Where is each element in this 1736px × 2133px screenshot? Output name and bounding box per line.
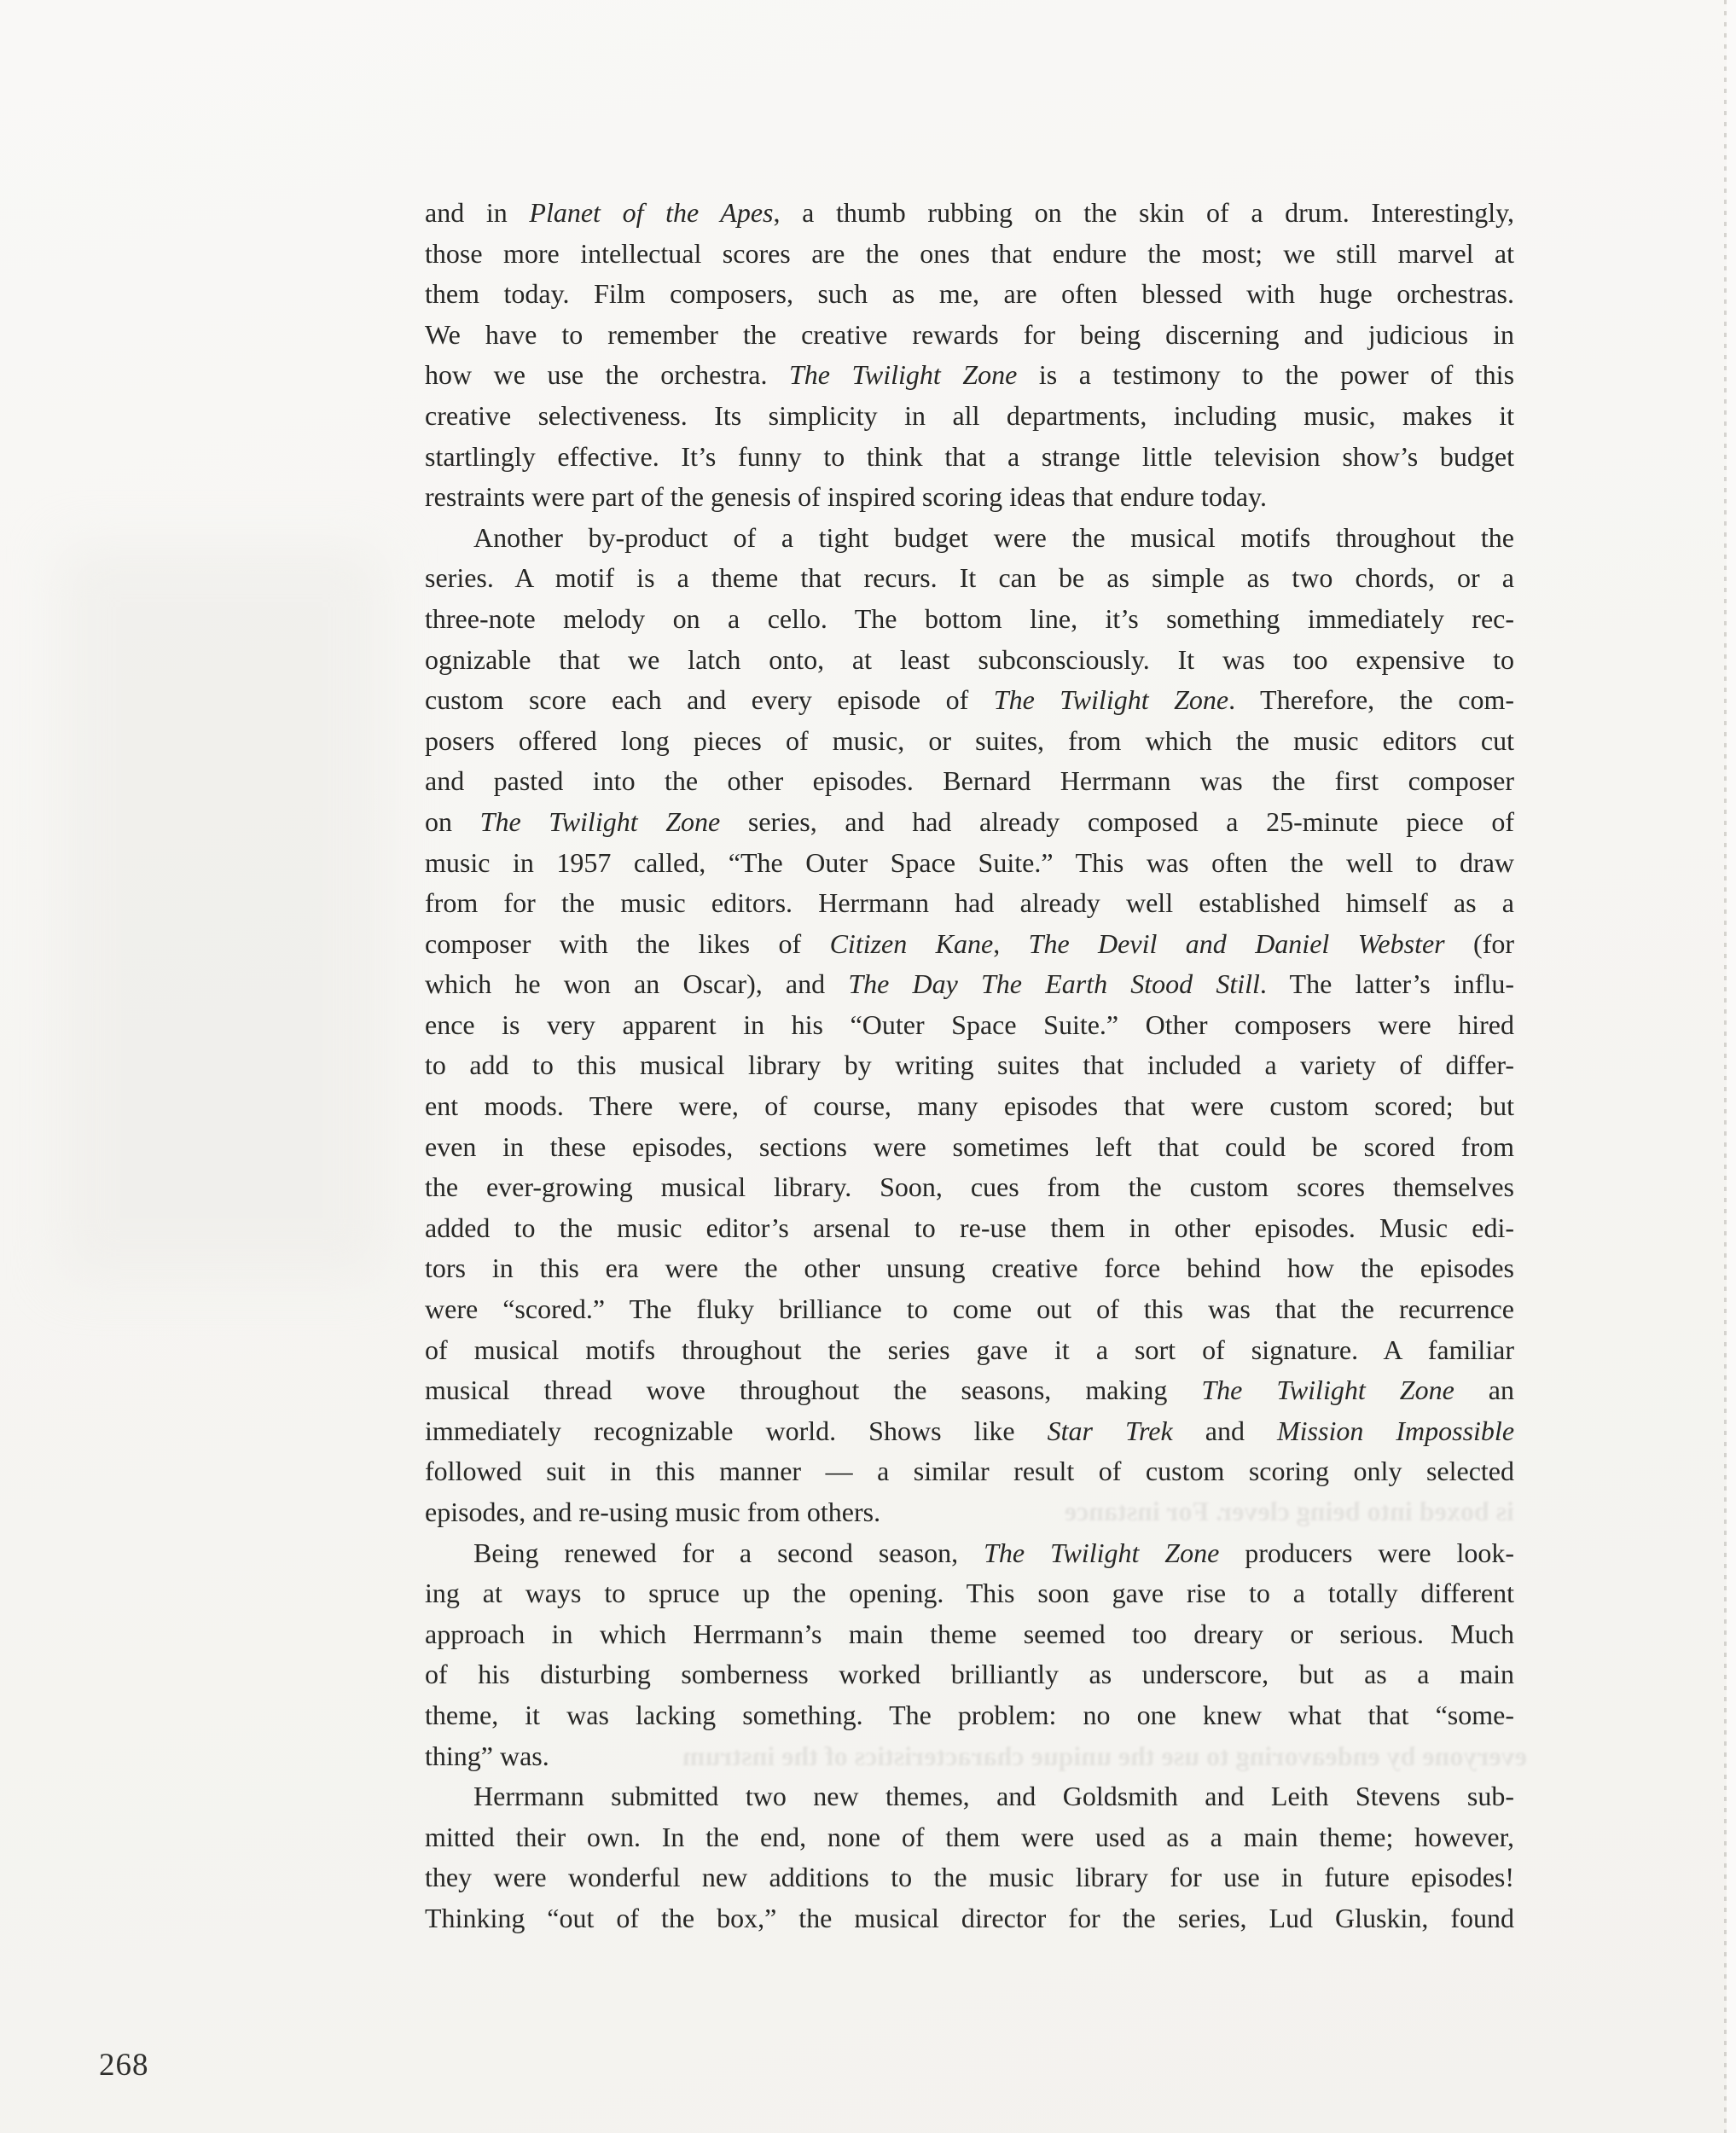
text-line bbox=[425, 1370, 1514, 1411]
body-text: added to the music editor’s arsenal to re-use them in other episodes. Music edi- bbox=[425, 1212, 1514, 1243]
text-line bbox=[425, 274, 1514, 315]
body-text: restraints were part of the genesis of inspired scoring ideas that endure today. bbox=[425, 481, 1267, 513]
italic-title-text: The Twilight Zone bbox=[479, 805, 721, 837]
body-text: mitted their own. In the end, none of them were used as a main theme; however, bbox=[425, 1821, 1514, 1852]
body-text: approach in which Herrmann’s main theme seemed too dreary or serious. Much bbox=[425, 1618, 1514, 1649]
text-line bbox=[425, 1898, 1514, 1939]
text-line bbox=[425, 1005, 1514, 1046]
text-line bbox=[425, 964, 1514, 1005]
text-line bbox=[425, 843, 1514, 884]
body-text: tors in this era were the other unsung creative force behind how the episodes bbox=[425, 1252, 1514, 1284]
text-line bbox=[425, 1776, 1514, 1817]
text-line bbox=[425, 1045, 1514, 1086]
body-text: . Therefore, the com- bbox=[1228, 684, 1515, 716]
body-text: , bbox=[993, 927, 1029, 959]
body-text: Thinking “out of the box,” the musical director for the series, Lud Gluskin, found bbox=[425, 1902, 1514, 1933]
body-text: which he won an Oscar), and bbox=[425, 968, 849, 1000]
text-line bbox=[425, 599, 1514, 640]
text-line bbox=[425, 558, 1514, 599]
text-line bbox=[425, 193, 1514, 234]
text-line bbox=[425, 234, 1514, 275]
text-line bbox=[425, 680, 1514, 721]
text-line bbox=[425, 1411, 1514, 1452]
body-text: is a testimony to the power of this bbox=[1017, 359, 1515, 391]
body-text: composer with the likes of bbox=[425, 927, 830, 959]
scan-background-strip bbox=[1727, 0, 1736, 2133]
text-line bbox=[425, 802, 1514, 843]
text-line bbox=[425, 437, 1514, 478]
body-text: even in these episodes, sections were sometimes left that could be scored from bbox=[425, 1130, 1514, 1162]
body-text: custom score each and every episode of bbox=[425, 684, 994, 716]
body-text: how we use the orchestra. bbox=[425, 359, 789, 391]
body-text: those more intellectual scores are the ones that endure the most; we still marvel at bbox=[425, 237, 1514, 269]
text-line bbox=[425, 1817, 1514, 1858]
body-text: followed suit in this manner — a similar result of custom scoring only selected bbox=[425, 1456, 1514, 1487]
body-text: musical thread wove throughout the seasons, making bbox=[425, 1375, 1202, 1406]
italic-title-text: Star Trek bbox=[1047, 1415, 1173, 1446]
body-text: producers were look- bbox=[1219, 1537, 1515, 1568]
body-text: them today. Film composers, such as me, are often blessed with huge orchestras. bbox=[425, 278, 1514, 310]
body-text: . The latter’s influ- bbox=[1259, 968, 1515, 1000]
text-line bbox=[425, 1857, 1514, 1898]
body-text: ing at ways to spruce up the opening. This soon gave rise to a totally different bbox=[425, 1578, 1514, 1609]
text-line bbox=[425, 640, 1514, 681]
text-line bbox=[425, 518, 1514, 559]
page-edge bbox=[1724, 0, 1727, 2133]
body-text: Another by-product of a tight budget were the musical motifs throughout the bbox=[473, 521, 1514, 553]
text-line bbox=[425, 315, 1514, 356]
body-text: posers offered long pieces of music, or suites, from which the music editors cut bbox=[425, 724, 1514, 756]
show-through-patch bbox=[60, 546, 384, 1280]
text-line bbox=[425, 721, 1514, 762]
body-text: Herrmann submitted two new themes, and Goldsmith and Leith Stevens sub- bbox=[473, 1781, 1514, 1812]
body-text: thing” was. bbox=[425, 1740, 549, 1771]
body-text: creative selectiveness. Its simplicity in all departments, including music, makes it bbox=[425, 399, 1514, 431]
text-line bbox=[425, 1451, 1514, 1492]
text-line bbox=[425, 924, 1514, 965]
text-line bbox=[425, 1614, 1514, 1655]
body-text: of his disturbing somberness worked brilliantly as underscore, but as a main bbox=[425, 1659, 1514, 1690]
show-through-line: everyone by endeavoring to use the unique characteristics of the instrum bbox=[682, 1741, 1527, 1771]
text-line bbox=[425, 1654, 1514, 1695]
text-line bbox=[425, 1086, 1514, 1127]
body-text: ence is very apparent in his “Outer Space Suite.” Other composers were hired bbox=[425, 1008, 1514, 1040]
italic-title-text: The Twilight Zone bbox=[984, 1537, 1220, 1568]
body-text: three-note melody on a cello. The bottom line, it’s something immediately rec- bbox=[425, 602, 1514, 634]
text-line bbox=[425, 355, 1514, 396]
body-text: to add to this musical library by writing suites that included a variety of differ- bbox=[425, 1049, 1514, 1081]
body-text: and pasted into the other episodes. Bernard Herrmann was the first composer bbox=[425, 765, 1514, 797]
italic-title-text: Citizen Kane bbox=[829, 927, 994, 959]
body-text: series, and had already composed a 25-minute piece of bbox=[720, 805, 1515, 837]
body-text: episodes, and re-using music from others. bbox=[425, 1497, 881, 1527]
body-text: from for the music editors. Herrmann had already well established himself as a bbox=[425, 887, 1514, 919]
text-line bbox=[425, 1127, 1514, 1168]
body-text: (for bbox=[1444, 927, 1515, 959]
body-text: theme, it was lacking something. The problem: no one knew what that “some- bbox=[425, 1699, 1514, 1730]
text-line bbox=[425, 1492, 1514, 1533]
italic-title-text: The Day The Earth Stood Still bbox=[848, 968, 1260, 1000]
italic-title-text: Mission Impossible bbox=[1276, 1415, 1515, 1446]
page-text-block bbox=[425, 193, 1514, 1939]
italic-title-text: The Twilight Zone bbox=[1201, 1375, 1454, 1406]
body-text: the ever-growing musical library. Soon, cues from the custom scores themselves bbox=[425, 1171, 1514, 1203]
body-text: , a thumb rubbing on the skin of a drum. Interestingly, bbox=[773, 197, 1515, 228]
body-text: they were wonderful new additions to the music library for use in future episodes! bbox=[425, 1862, 1514, 1893]
body-text: Being renewed for a second season, bbox=[473, 1537, 984, 1568]
body-text: ent moods. There were, of course, many episodes that were custom scored; but bbox=[425, 1090, 1514, 1122]
body-text: and in bbox=[425, 197, 530, 228]
italic-title-text: Planet of the Apes bbox=[529, 197, 774, 228]
text-line bbox=[425, 1330, 1514, 1371]
body-text: and bbox=[1172, 1415, 1277, 1446]
text-line bbox=[425, 477, 1514, 518]
body-text: immediately recognizable world. Shows like bbox=[425, 1415, 1048, 1446]
show-through-line: is boxed into being clever. For instance bbox=[1064, 1496, 1514, 1526]
italic-title-text: The Devil and Daniel Webster bbox=[1028, 927, 1445, 959]
text-line bbox=[425, 396, 1514, 437]
page-number: 268 bbox=[99, 2048, 149, 2083]
text-line bbox=[425, 1208, 1514, 1249]
text-line bbox=[425, 1695, 1514, 1736]
body-text: We have to remember the creative rewards for being discerning and judicious in bbox=[425, 318, 1514, 350]
body-text: were “scored.” The fluky brilliance to come out of this was that the recurrence bbox=[425, 1293, 1514, 1325]
body-text: on bbox=[425, 805, 480, 837]
italic-title-text: The Twilight Zone bbox=[993, 684, 1229, 716]
text-line bbox=[425, 1533, 1514, 1574]
body-text: music in 1957 called, “The Outer Space Suite.” This was often the well to draw bbox=[425, 846, 1514, 878]
body-text: ognizable that we latch onto, at least subconsciously. It was too expensive to bbox=[425, 643, 1514, 675]
body-text: of musical motifs throughout the series gave it a sort of signature. A familiar bbox=[425, 1334, 1514, 1365]
italic-title-text: The Twilight Zone bbox=[788, 359, 1018, 391]
text-line bbox=[425, 1289, 1514, 1330]
body-text: series. A motif is a theme that recurs. It can be as simple as two chords, or a bbox=[425, 562, 1514, 594]
text-line bbox=[425, 1248, 1514, 1289]
text-line bbox=[425, 1167, 1514, 1208]
text-line bbox=[425, 883, 1514, 924]
text-line bbox=[425, 1736, 1514, 1777]
text-line bbox=[425, 1573, 1514, 1614]
body-text: an bbox=[1454, 1375, 1515, 1406]
text-line bbox=[425, 761, 1514, 802]
body-text: startlingly effective. It’s funny to think that a strange little television show’s budget bbox=[425, 440, 1514, 472]
